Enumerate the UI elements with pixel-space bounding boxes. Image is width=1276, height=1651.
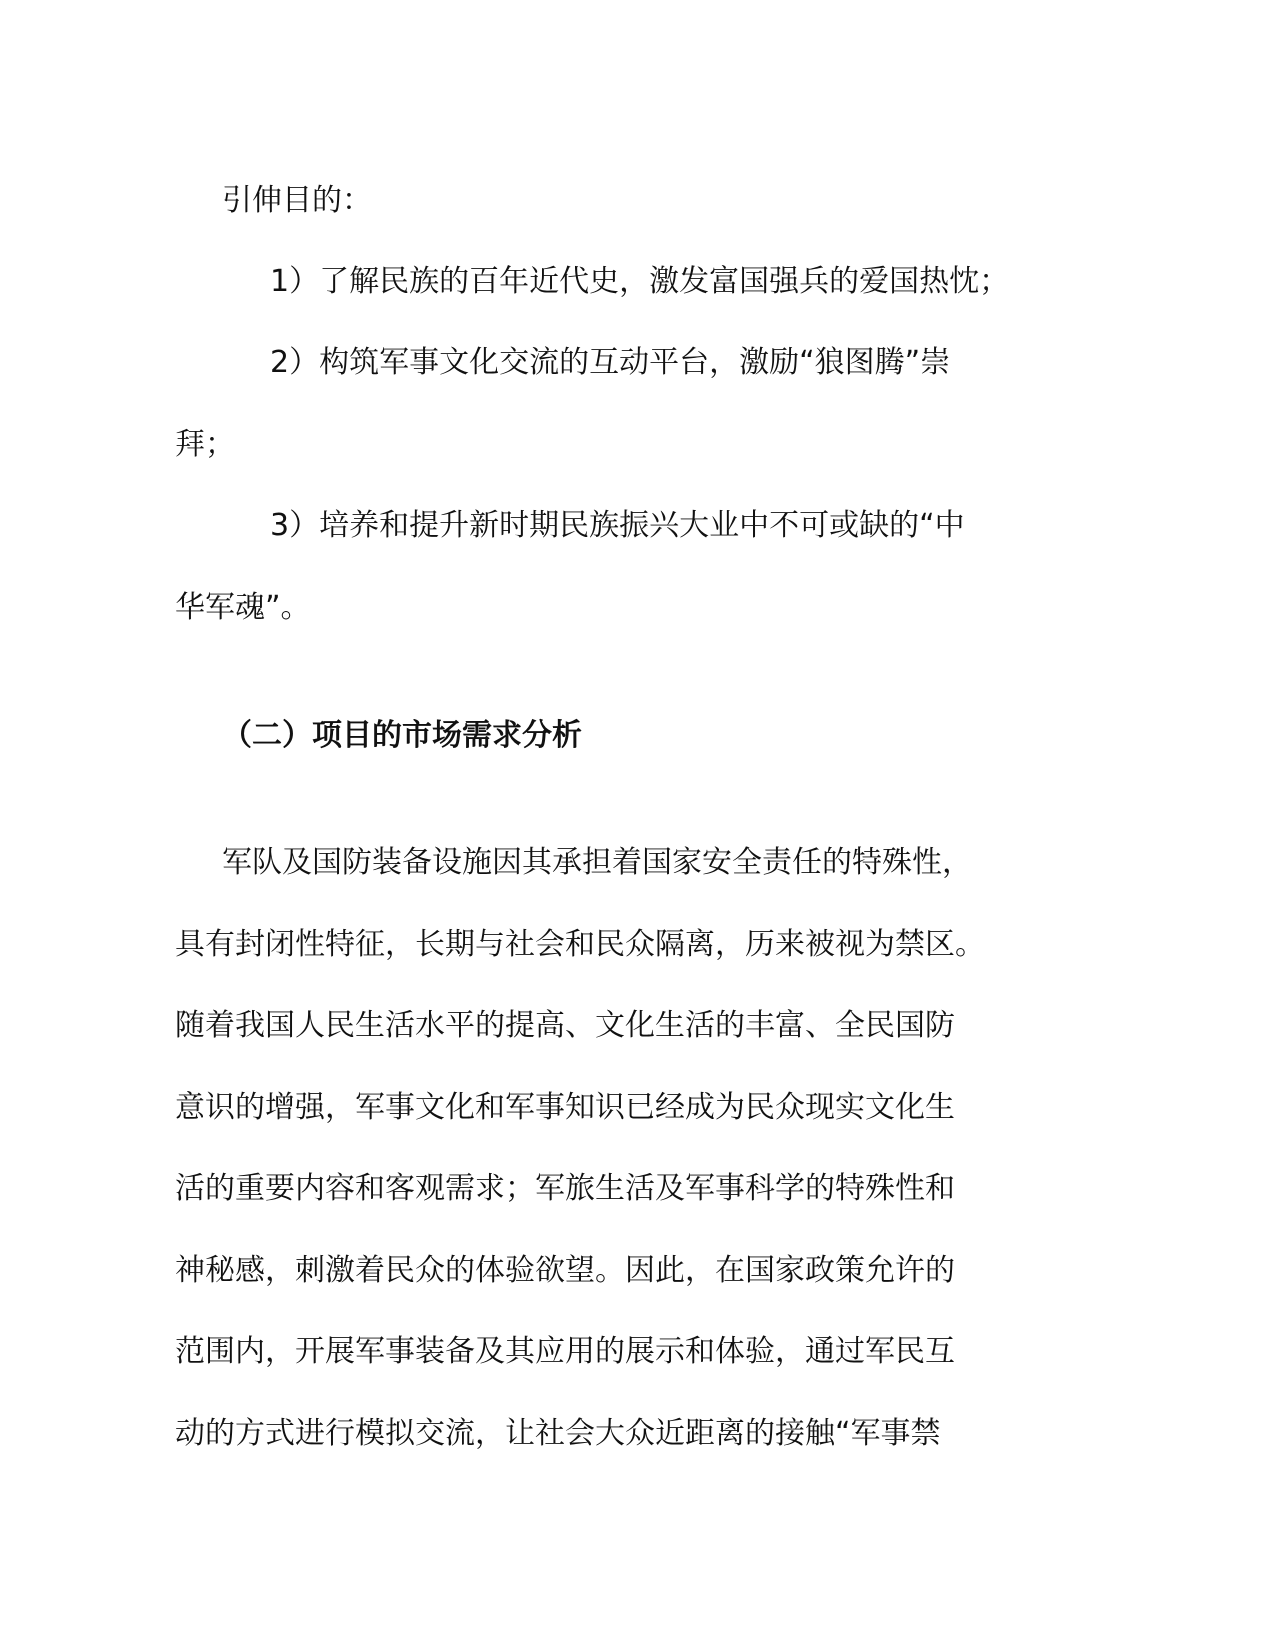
purpose-item-2-line-1: 2）构筑军事文化交流的互动平台，激励“狼图腾”崇 <box>270 345 951 380</box>
purpose-item-3-line-1: 3）培养和提升新时期民族振兴大业中不可或缺的“中 <box>270 508 965 543</box>
body-line-4: 意识的增强，军事文化和军事知识已经成为民众现实文化生 <box>175 1090 955 1125</box>
body-line-3: 随着我国人民生活水平的提高、文化生活的丰富、全民国防 <box>175 1008 955 1043</box>
extension-purpose-label: 引伸目的： <box>222 183 372 218</box>
purpose-item-1: 1）了解民族的百年近代史，激发富国强兵的爱国热忱； <box>270 264 1010 299</box>
body-line-5: 活的重要内容和客观需求；军旅生活及军事科学的特殊性和 <box>175 1171 955 1206</box>
purpose-item-3-line-2: 华军魂”。 <box>175 590 311 625</box>
body-line-1: 军队及国防装备设施因其承担着国家安全责任的特殊性， <box>222 845 972 880</box>
section-heading: （二）项目的市场需求分析 <box>222 718 582 753</box>
body-line-6: 神秘感，刺激着民众的体验欲望。因此，在国家政策允许的 <box>175 1253 955 1288</box>
body-line-2: 具有封闭性特征，长期与社会和民众隔离，历来被视为禁区。 <box>175 927 985 962</box>
body-line-7: 范围内，开展军事装备及其应用的展示和体验，通过军民互 <box>175 1334 955 1369</box>
body-line-8: 动的方式进行模拟交流，让社会大众近距离的接触“军事禁 <box>175 1416 941 1451</box>
purpose-item-2-line-2: 拜； <box>175 427 235 462</box>
